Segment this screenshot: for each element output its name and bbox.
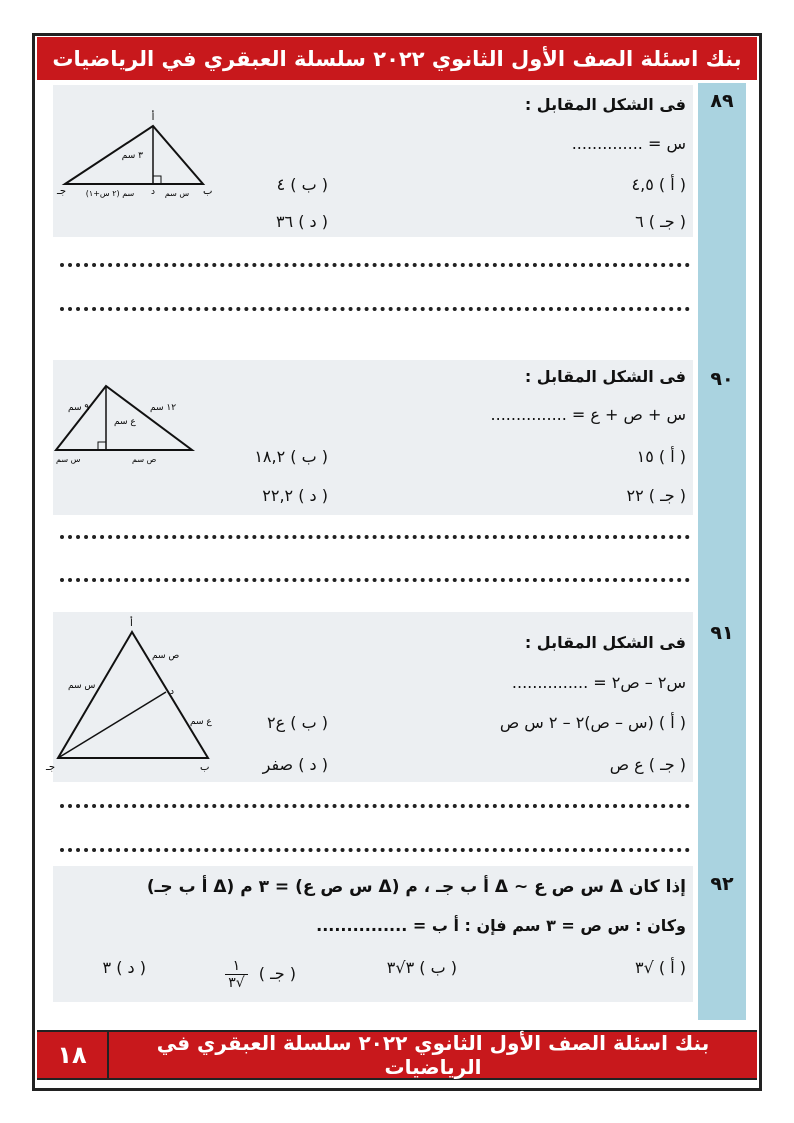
footer-title: بنك اسئلة الصف الأول الثانوي ٢٠٢٢ سلسلة العبقري في الرياضيات xyxy=(156,1031,710,1079)
answer-line xyxy=(60,263,690,267)
header-banner xyxy=(37,37,757,80)
footer-banner xyxy=(37,1030,757,1080)
triangle-figure xyxy=(55,108,215,198)
question-equation: س٢ – ص٢ = ............... xyxy=(511,673,686,692)
side-label: ١٢ سم xyxy=(150,403,177,413)
vertex-label: جـ xyxy=(46,762,56,772)
question-number: ٩٠ xyxy=(710,368,734,390)
segment-label: ص سم xyxy=(132,455,157,464)
vertex-label: ب xyxy=(200,762,210,772)
answer-line xyxy=(60,578,690,582)
side-label: ص سم xyxy=(152,651,180,661)
choice-d[interactable]: ( د ) ٢٢,٢ xyxy=(262,486,328,505)
choice-d[interactable]: ( د ) ٣٦ xyxy=(275,212,328,231)
choice-a[interactable]: ( أ ) ١٥ xyxy=(636,447,686,466)
choice-c[interactable] xyxy=(225,958,296,991)
fraction-denominator: √٣ xyxy=(228,975,245,991)
question-prompt: فى الشكل المقابل : xyxy=(524,367,686,386)
choice-d[interactable]: ( د ) صفر xyxy=(262,755,328,774)
question-prompt: فى الشكل المقابل : xyxy=(524,633,686,652)
choice-label: ( جـ ) xyxy=(258,964,296,983)
fraction-numerator: ١ xyxy=(225,958,247,975)
segment-label: س سم xyxy=(56,455,81,464)
question-equation: س = .............. xyxy=(571,134,686,153)
question-number: ٩٢ xyxy=(710,873,734,895)
answer-line xyxy=(60,804,690,808)
header-title: بنك اسئلة الصف الأول الثانوي ٢٠٢٢ سلسلة العبقري في الرياضيات xyxy=(52,46,742,71)
choice-b[interactable]: ( ب ) ١٨,٢ xyxy=(254,447,328,466)
question-text: إذا كان Δ س ص ع ~ Δ أ ب جـ ، م (Δ س ص ع) = ٣ م (Δ أ ب جـ) xyxy=(146,877,686,897)
choice-c[interactable]: ( جـ ) ٢٢ xyxy=(626,486,686,505)
segment-label: (٢ س+١) سم xyxy=(85,189,135,198)
choice-d[interactable]: ( د ) ٣ xyxy=(102,958,146,977)
choice-c[interactable]: ( جـ ) ٦ xyxy=(635,212,686,231)
choice-a[interactable]: ( أ ) (س – ص)٢ – ٢ س ص xyxy=(499,713,686,732)
vertex-label: جـ xyxy=(57,186,67,197)
choice-a[interactable]: ( أ ) √٣ xyxy=(635,958,686,977)
segment-label: س سم xyxy=(164,189,190,198)
choice-b[interactable]: ( ب ) ٣√٣ xyxy=(386,958,457,977)
answer-line xyxy=(60,307,690,311)
side-label: ٩ سم xyxy=(68,403,90,413)
vertex-label: أ xyxy=(130,618,133,629)
choice-b[interactable]: ( ب ) ع٢ xyxy=(267,713,328,732)
height-label: ع سم xyxy=(114,417,136,427)
triangle-figure xyxy=(42,612,222,772)
vertex-label: د xyxy=(150,187,156,197)
question-prompt: فى الشكل المقابل : xyxy=(524,95,686,114)
question-number: ٨٩ xyxy=(710,90,734,112)
choice-a[interactable]: ( أ ) ٤,٥ xyxy=(631,175,686,194)
side-label: س سم xyxy=(68,681,96,691)
height-label: ٣ سم xyxy=(121,151,143,161)
triangle-figure xyxy=(50,380,200,466)
answer-line xyxy=(60,848,690,852)
question-equation: س + ص + ع = ............... xyxy=(490,405,686,424)
page-number: ١٨ xyxy=(37,1032,109,1078)
fraction xyxy=(225,958,247,991)
answer-line xyxy=(60,535,690,539)
vertex-label: أ xyxy=(151,112,155,123)
vertex-label: ب xyxy=(203,186,213,197)
question-text: وكان : س ص = ٣ سم فإن : أ ب = ............... xyxy=(316,916,686,935)
vertex-label: د xyxy=(170,687,175,697)
choice-c[interactable]: ( جـ ) ع ص xyxy=(609,755,686,774)
choice-b[interactable]: ( ب ) ٤ xyxy=(276,175,328,194)
side-label: ع سم xyxy=(190,717,212,727)
question-number: ٩١ xyxy=(710,622,734,644)
